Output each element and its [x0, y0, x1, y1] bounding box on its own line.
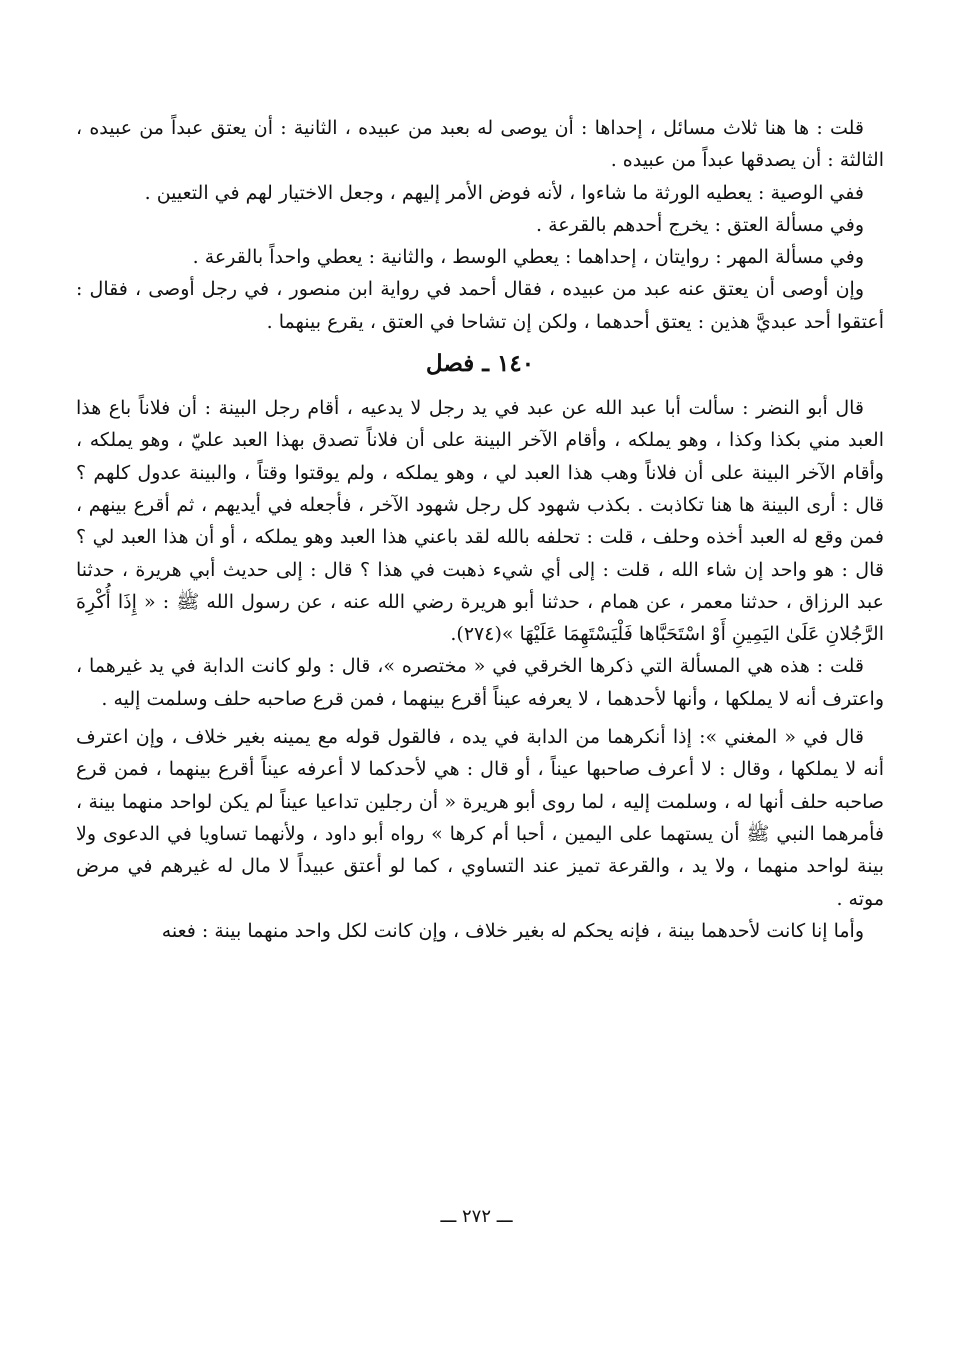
page-text — [76, 112, 884, 947]
paragraph-evidence: وأما إنا كانت لأحدهما بينة ، فإنه يحكم له بغير خلاف ، وإن كانت لكل واحد منهما بينة : فعنه — [161, 919, 864, 942]
page-number: ـــ ٢٧٢ ـــ — [440, 1206, 513, 1227]
paragraph-manumission: وفي مسألة العتق : يخرج أحدهم بالقرعة . — [536, 213, 864, 236]
paragraph-mughni: قال في « المغني »: إذا أنكرهما من الدابة في يده ، فالقول قوله مع يمينه بغير خلاف ، وإن اعترف أنه لا يملكها ، وقال : لا أعرف صاحبها عيناً ، أو قال : هي لأحدكما لا أعرفه عيناً أقرع بينهما ، فمن قرع صاحبه حلف أنها له ، وسلمت إليه ، لما روى أبو هريرة « أن رجلين تداعيا عيناً لم يكن لواحد منهما بينة ، فأمرهما النبي ﷺ أن يستهما على اليمين ، أحبا أم كرها » رواه أبو داود ، ولأنهما تساويا في الدعوى ولا بينة لواحد منهما ، ولا يد ، والقرعة تميز عند التساوي ، كما لو أعتق عبيداً لا مال له غيرهم في مرض موته . — [76, 726, 884, 910]
paragraph-will: ففي الوصية : يعطيه الورثة ما شاءوا ، لأنه فوض الأمر إليهم ، وجعل الاختيار لهم في التعيين . — [144, 181, 864, 204]
paragraph-khiraqi: قلت : هذه هي المسألة التي ذكرها الخرقي في « مختصره »، قال : ولو كانت الدابة في يد غيرهما ، واعترف أنه لا يملكها ، وأنها لأحدهما ، لا يعرفه عيناً أقرع بينهما ، فمن قرع صاحبه حلف وسلمت إليه . — [76, 655, 884, 710]
paragraph-abu-nadr: قال أبو النضر : سألت أبا عبد الله عن عبد في يد رجل لا يدعيه ، أقام رجل البينة : أن فلاناً باع هذا العبد مني بكذا وكذا ، وهو يملكه ، وأقام الآخر البينة على أن فلاناً تصدق بهذا العبد عليّ ، وهو يملكه ، وأقام الآخر البينة على أن فلاناً وهب هذا العبد لي ، وهو يملكه ، ولم يوقتوا وقتاً ، والبينة عدول كلهم ؟ قال : أرى البينة ها هنا تكاذبت . بكذب شهود كل رجل شهود الآخر ، فأجعله في أيديهم ، ثم أقرع بينهم ، فمن وقع له العبد أخذه وحلف ، قلت : تحلفه بالله لقد باعني هذا العبد وهو يملكه ، أو أن هذا العبد لي ؟ قال : هو واحد إن شاء الله ، قلت : إلى أي شيء ذهبت في هذا ؟ قال : إلى حديث أبي هريرة ، حدثنا عبد الرزاق ، حدثنا معمر ، عن همام ، حدثنا أبو هريرة رضي الله عنه ، عن رسول الله ﷺ : « إِذَا أُكْرِهَ الرَّجُلانِ عَلَىٰ اليَمِينِ أَوْ اسْتَحَبَّاها فَلْيَسْتَهِمَا عَلَيْهَا »(٢٧٤). — [76, 397, 884, 646]
section-heading: ١٤٠ ـ فصل — [425, 350, 535, 378]
paragraph-dowry: وفي مسألة المهر : روايتان ، إحداهما : يعطي الوسط ، والثانية : يعطي واحداً بالقرعة . — [192, 246, 864, 269]
paragraph-three-issues: قلت : ها هنا ثلاث مسائل ، إحداها : أن يوصى له بعبد من عبيده ، الثانية : أن يعتق عبداً من عبيده ، الثالثة : أن يصدقها عبداً من عبيده . — [76, 117, 884, 172]
paragraph-bequest: وإن أوصى أن يعتق عنه عبد من عبيده ، فقال أحمد في رواية ابن منصور ، في رجل أوصى ، فقال : أعتقوا أحد عبديَّ هذين : يعتق أحدهما ، ولكن إن تشاحا في العتق ، يقرع بينهما . — [76, 278, 884, 333]
